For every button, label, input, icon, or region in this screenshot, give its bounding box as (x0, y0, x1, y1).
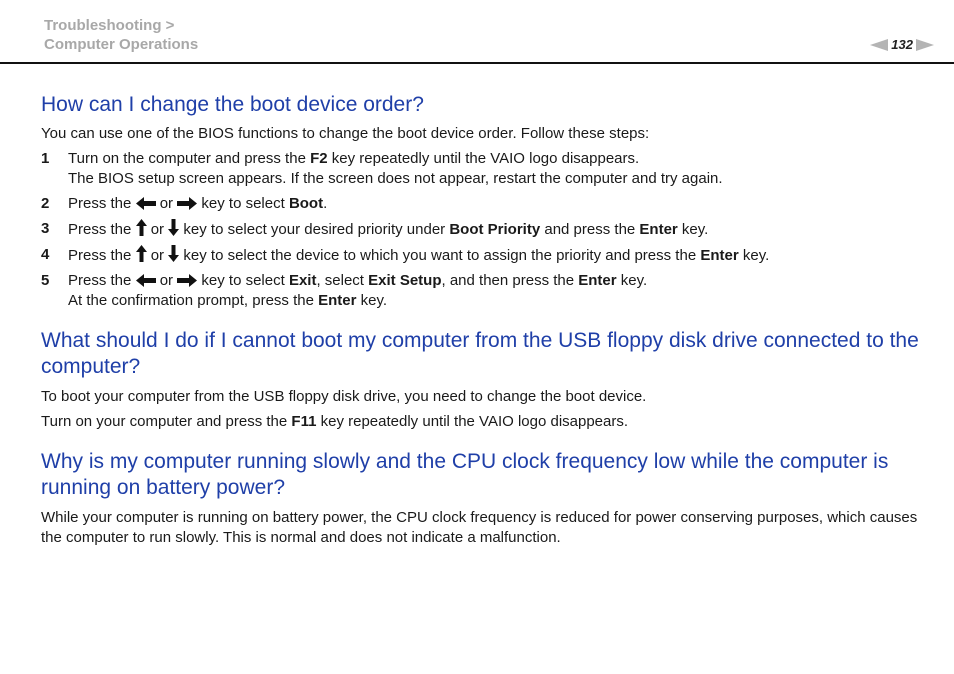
down-arrow-key-icon (168, 219, 179, 236)
page-number: 132 (891, 37, 913, 52)
step-number: 2 (41, 195, 50, 212)
next-page-arrow-icon[interactable] (916, 39, 934, 51)
right-arrow-key-icon (177, 274, 197, 287)
step-number: 5 (41, 272, 50, 289)
step-3 (41, 219, 921, 240)
boot-order-steps (41, 149, 921, 311)
right-arrow-key-icon (177, 197, 197, 210)
down-arrow-key-icon (168, 245, 179, 262)
step-4 (41, 245, 921, 266)
left-arrow-key-icon (136, 274, 156, 287)
step-2 (41, 194, 921, 214)
boot-order-intro: You can use one of the BIOS functions to change the boot device order. Follow these steps: (41, 125, 650, 142)
step-text: Turn on the computer and press the F2 key repeatedly until the VAIO logo disappears. The BIOS setup screen appears. If the screen does not appear, restart the computer and try again. (68, 150, 723, 187)
main-content (41, 92, 921, 548)
header-divider (0, 62, 954, 64)
usb-floppy-paragraph-1: To boot your computer from the USB floppy disk drive, you need to change the boot device. (41, 388, 647, 405)
page-header (0, 0, 954, 64)
previous-page-arrow-icon[interactable] (870, 39, 888, 51)
breadcrumb-section[interactable]: Troubleshooting > (44, 17, 175, 34)
up-arrow-key-icon (136, 219, 147, 236)
page-navigator (870, 37, 934, 52)
step-number: 1 (41, 150, 50, 167)
step-5 (41, 271, 921, 311)
section-heading-battery-slow: Why is my computer running slowly and the CPU clock frequency low while the computer is running on battery power? (41, 450, 889, 499)
usb-floppy-paragraph-2: Turn on your computer and press the F11 key repeatedly until the VAIO logo disappears. (41, 413, 629, 430)
up-arrow-key-icon (136, 245, 147, 262)
breadcrumb-page[interactable]: Computer Operations (44, 36, 199, 53)
section-heading-usb-floppy: What should I do if I cannot boot my computer from the USB floppy disk drive connected to the computer? (41, 329, 919, 378)
step-1 (41, 149, 921, 189)
step-text: Press the or key to select Exit, select Exit Setup, and then press the Enter key. At the confirmation prompt, press the Enter key. (68, 272, 648, 309)
step-number: 4 (41, 246, 50, 263)
step-text: Press the or key to select your desired priority under Boot Priority and press the Enter key. (68, 221, 709, 238)
battery-slow-paragraph: While your computer is running on battery power, the CPU clock frequency is reduced for power conserving purposes, which causes the computer to run slowly. This is normal and does not indicate a malfunction. (41, 509, 918, 546)
left-arrow-key-icon (136, 197, 156, 210)
section-heading-boot-order: How can I change the boot device order? (41, 93, 424, 116)
step-text: Press the or key to select the device to which you want to assign the priority and press the Enter key. (68, 247, 770, 264)
key-name: F2 (310, 150, 328, 167)
step-text: Press the or key to select Boot. (68, 195, 328, 212)
step-number: 3 (41, 220, 50, 237)
